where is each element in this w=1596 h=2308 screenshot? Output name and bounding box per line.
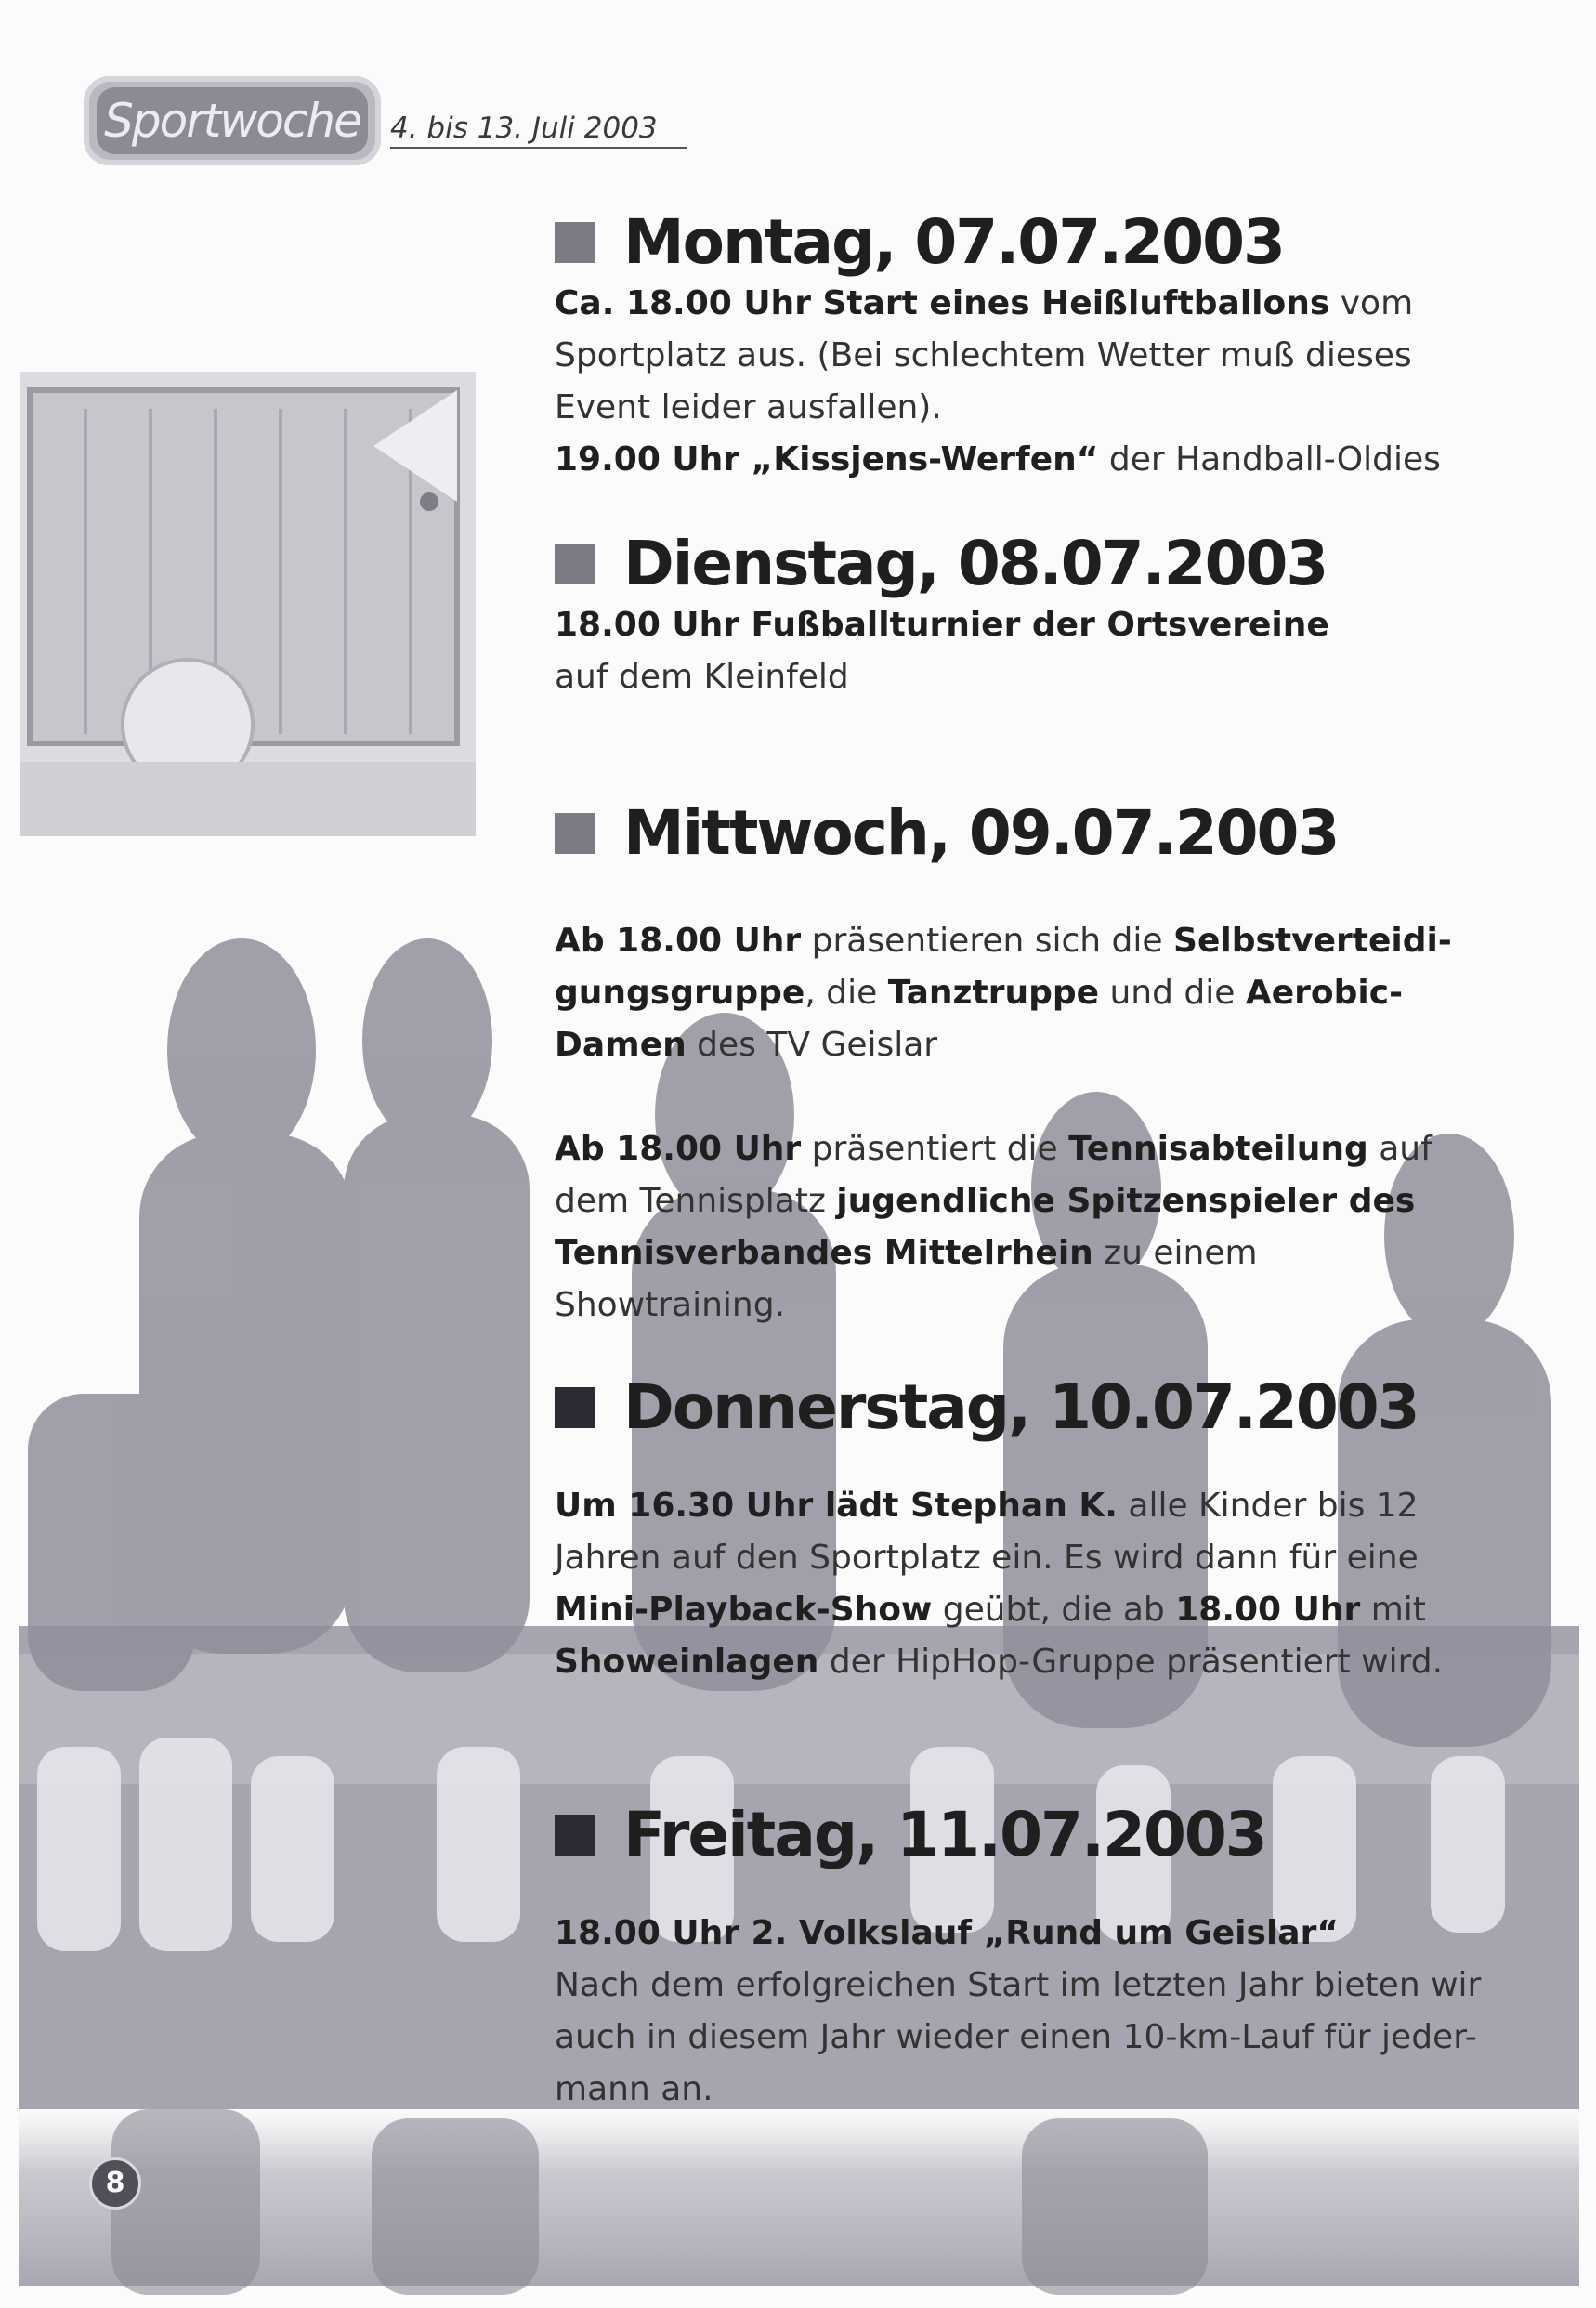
bullet-square-icon (555, 1387, 595, 1428)
event-time: Um 16.30 Uhr lädt Stephan K. (555, 1487, 1118, 1525)
text-part: der HipHop-Gruppe präsentiert wird. (818, 1643, 1444, 1681)
text-part: auf dem Tennisplatz (555, 1130, 1432, 1220)
event-text (555, 915, 1484, 1071)
day-title: Mittwoch, 09.07.2003 (623, 797, 1339, 869)
event-time: 18.00 Uhr Fußballturnier der Ortsvereine (555, 606, 1329, 644)
event-time: 18.00 Uhr 2. Volkslauf „Rund um Geislar“ (555, 1914, 1339, 1952)
text-part: , die (805, 974, 888, 1012)
badge-label: Sportwoche (97, 87, 368, 154)
event-desc: auf dem Kleinfeld (555, 658, 849, 696)
event-time: Ca. 18.00 Uhr Start eines Heißluftballons (555, 284, 1330, 322)
text-part: geübt, die ab (932, 1591, 1176, 1629)
show-name: Mini-Playback-Show (555, 1591, 933, 1629)
section-mittwoch (555, 797, 1484, 1331)
text-part: und die (1099, 974, 1246, 1012)
section-donnerstag (555, 1371, 1484, 1688)
text-part: präsentieren sich die (801, 922, 1174, 960)
text-part: präsentiert die (801, 1130, 1069, 1168)
text-part: des TV Geislar (686, 1026, 938, 1064)
event-desc: Nach dem erfolgreichen Start im letzten Jahr bieten wir auch in diesem Jahr wieder einen 10-km-Lauf für jeder-mann an. (555, 1966, 1482, 2108)
group-name: Tennisabteilung (1068, 1130, 1368, 1168)
day-heading (555, 797, 1484, 869)
event-text (555, 1908, 1484, 1960)
event-text (555, 434, 1484, 486)
date-range: 4. bis 13. Juli 2003 (390, 111, 687, 149)
event-time: Ab 18.00 Uhr (555, 1130, 802, 1168)
section-montag (555, 206, 1484, 486)
day-heading (555, 1371, 1484, 1443)
event-time: Ab 18.00 Uhr (555, 922, 802, 960)
event-time: 18.00 Uhr (1175, 1591, 1361, 1629)
text-part: mit (1360, 1591, 1426, 1629)
event-text (555, 1480, 1484, 1688)
event-text (555, 278, 1484, 434)
section-dienstag (555, 528, 1484, 703)
day-title: Freitag, 11.07.2003 (623, 1799, 1266, 1870)
bullet-square-icon (555, 222, 595, 263)
group-name: Tanztruppe (887, 974, 1100, 1012)
text-part: alle Kinder bis 12 Jahren auf den Sportplatz ein. Es wird dann für eine (555, 1487, 1419, 1577)
day-title: Dienstag, 08.07.2003 (623, 528, 1328, 599)
event-desc: vom Sportplatz aus. (Bei schlechtem Wetter muß dieses Event leider ausfallen). (555, 284, 1414, 426)
day-heading (555, 528, 1484, 599)
bullet-square-icon (555, 544, 595, 584)
day-title: Donnerstag, 10.07.2003 (623, 1371, 1419, 1443)
text-part: zu einem Showtraining. (555, 1234, 1258, 1324)
crate-ball-image (20, 372, 476, 836)
show-name: Showeinlagen (555, 1643, 819, 1681)
day-heading (555, 1799, 1484, 1870)
event-text (555, 1123, 1484, 1331)
page-number: 8 (89, 2157, 141, 2210)
sportwoche-badge (84, 76, 381, 165)
group-name: Selbstverteidi-gungsgruppe (555, 922, 1452, 1012)
group-name: jugendliche Spitzenspieler des Tennisverbandes Mittelrhein (555, 1182, 1416, 1272)
event-desc: der Handball-Oldies (1098, 440, 1441, 479)
bullet-square-icon (555, 813, 595, 854)
event-text (555, 599, 1484, 651)
day-heading (555, 206, 1484, 278)
section-freitag (555, 1799, 1484, 2116)
group-name: Aerobic-Damen (555, 974, 1404, 1064)
event-time: 19.00 Uhr „Kissjens-Werfen“ (555, 440, 1099, 479)
day-title: Montag, 07.07.2003 (623, 206, 1284, 278)
bullet-square-icon (555, 1815, 595, 1856)
